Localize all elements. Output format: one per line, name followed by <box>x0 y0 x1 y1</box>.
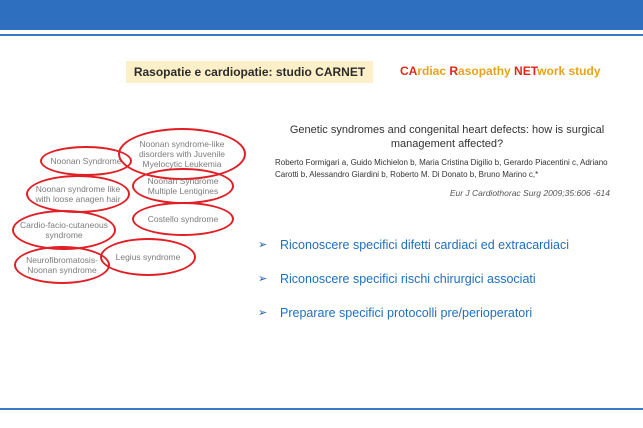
paper-authors: Roberto Formigari a, Guido Michielon b, Maria Cristina Digilio b, Gerardo Piacentini c, Adriano Carotti b, Alessandro Giardini b, Roberto M. Di Donato b, Bruno Marino c,* <box>275 158 608 179</box>
bullet-item: ➢ Riconoscere specifici rischi chirurgici associati <box>258 271 536 286</box>
paper-citation: Eur J Cardiothorac Surg 2009;35:606 -614 <box>449 188 610 198</box>
arrow-bullet-icon: ➢ <box>258 239 268 251</box>
bottom-divider <box>0 408 643 410</box>
slide-title: Rasopatie e cardiopatie: studio CARNET <box>126 61 373 83</box>
ellipse-noonan-syndrome: Noonan Syndrome <box>40 146 132 176</box>
arrow-bullet-icon: ➢ <box>258 307 268 319</box>
bullet-list <box>258 236 638 338</box>
ellipse-noonan-lentigines: Noonan Syndrome Multiple Lentigines <box>132 168 234 204</box>
bullet-item: ➢ Preparare specifici protocolli pre/perioperatori <box>258 305 533 320</box>
ellipse-neurofibromatosis-noonan: Neurofibromatosis-Noonan syndrome <box>14 246 110 284</box>
bullet-item: ➢ Riconoscere specifici difetti cardiaci ed extracardiaci <box>258 237 570 252</box>
ellipse-cfc: Cardio-facio-cutaneous syndrome <box>12 210 116 250</box>
arrow-bullet-icon: ➢ <box>258 273 268 285</box>
top-divider <box>0 34 643 36</box>
ellipse-noonan-loose-anagen: Noonan syndrome like with loose anagen hair <box>26 175 130 213</box>
ellipse-legius: Legius syndrome <box>100 238 196 276</box>
ellipse-costello: Costello syndrome <box>132 202 234 236</box>
rasopathy-diagram <box>0 120 250 295</box>
top-banner <box>0 0 643 30</box>
ellipse-noonan-jml: Noonan syndrome-like disorders with Juvenile Myelocytic Leukemia <box>118 128 246 180</box>
carnet-acronym: CArdiac Rasopathy NETwork study <box>400 64 601 78</box>
paper-title: Genetic syndromes and congenital heart defects: how is surgical management affected? <box>289 124 605 150</box>
